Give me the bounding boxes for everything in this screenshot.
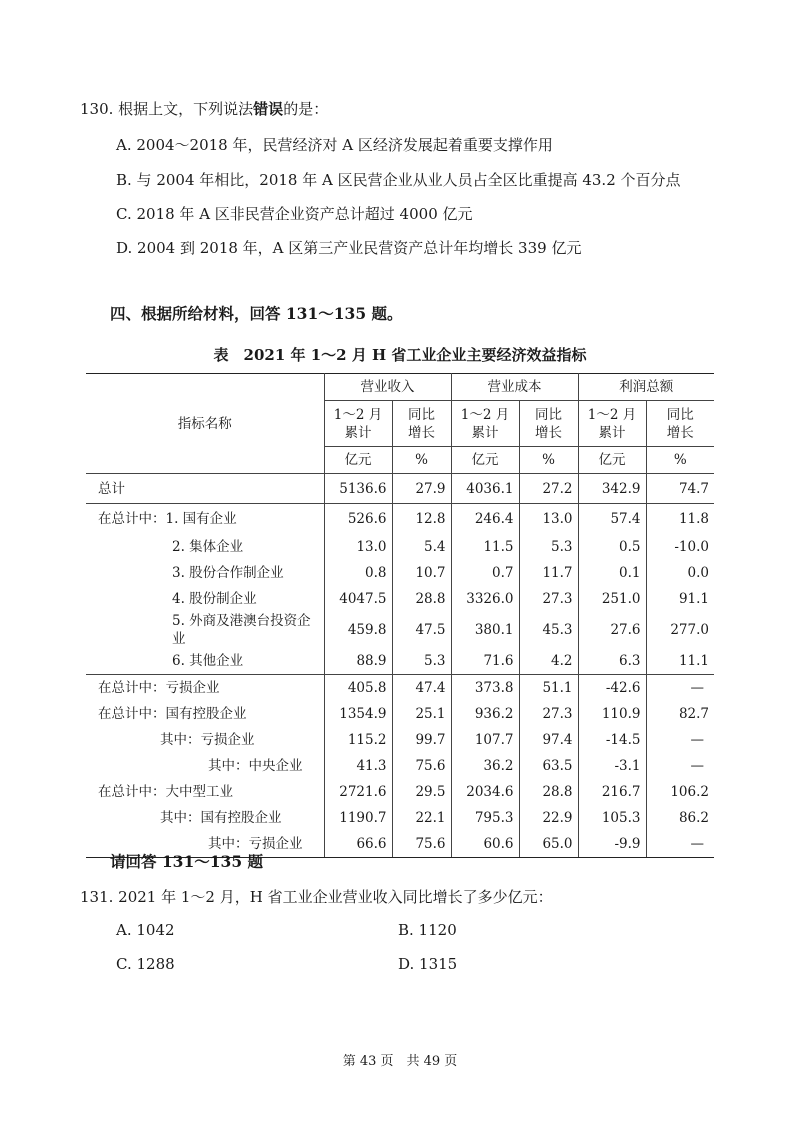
- indicator-table: [86, 373, 714, 858]
- cell-value: 91.1: [678, 590, 709, 607]
- question-131-stem: 131. 2021 年 1～2 月，H 省工业企业营业收入同比增长了多少亿元：: [80, 888, 553, 906]
- cell-value: 110.9: [578, 701, 646, 727]
- cell-value: —: [646, 674, 714, 701]
- section-title: 四、根据所给材料，回答 131～135 题。: [110, 304, 403, 323]
- table-row: [86, 534, 714, 560]
- header-profit: 利润总额: [578, 374, 714, 401]
- header-yoy: 同比 增长: [646, 401, 714, 447]
- cell-value: 0.1: [578, 560, 646, 586]
- stem-prefix: 130. 根据上文，下列说法: [80, 100, 254, 118]
- table-row: [86, 560, 714, 586]
- cell-value: 47.5: [392, 612, 451, 648]
- cell-value: 27.3: [519, 701, 578, 727]
- cell-value: -42.6: [578, 674, 646, 701]
- cell-value: 107.7: [451, 727, 519, 753]
- cell-value: 115.2: [324, 727, 392, 753]
- stem-emphasis: 错误: [253, 100, 284, 118]
- cell-value: 74.7: [678, 480, 709, 497]
- cell-value: 373.8: [451, 674, 519, 701]
- cell-value: 380.1: [451, 612, 519, 648]
- cell-value: 71.6: [451, 648, 519, 675]
- row-label: 其中：亏损企业: [86, 727, 324, 753]
- cell-value: 28.8: [519, 779, 578, 805]
- cell-value: 36.2: [451, 753, 519, 779]
- unit-value: 亿元: [451, 447, 519, 474]
- table-row: [86, 674, 714, 701]
- cell-value: 27.6: [578, 612, 646, 648]
- cell-value: 57.4: [578, 504, 646, 534]
- question-131-option-b: B. 1120: [398, 921, 457, 939]
- table-row: [86, 779, 714, 805]
- cell-value: 0.0: [687, 564, 709, 581]
- cell-value: -9.9: [578, 831, 646, 858]
- cell-value: 6.3: [578, 648, 646, 675]
- cell-value: 11.1: [678, 652, 709, 669]
- row-label: 6. 其他企业: [86, 648, 324, 675]
- cell-value: -10.0: [674, 538, 709, 555]
- cell-value: 60.6: [451, 831, 519, 858]
- cell-value: 5.4: [392, 534, 451, 560]
- cell-value: 65.0: [519, 831, 578, 858]
- cell-value: 75.6: [392, 831, 451, 858]
- question-130-option-d: D. 2004 到 2018 年，A 区第三产业民营资产总计年均增长 339 亿元: [116, 239, 582, 257]
- cell-value: 0.5: [578, 534, 646, 560]
- cell-value: 0.7: [451, 560, 519, 586]
- cell-value: -3.1: [578, 753, 646, 779]
- cell-value: 22.9: [519, 805, 578, 831]
- table-row: [86, 701, 714, 727]
- cell-value: 41.3: [324, 753, 392, 779]
- cell-value: 97.4: [519, 727, 578, 753]
- question-130-stem: [80, 98, 328, 119]
- unit-value: 亿元: [578, 447, 646, 474]
- table-row: [86, 586, 714, 612]
- cell-value: 0.8: [324, 560, 392, 586]
- cell-value: 246.4: [451, 504, 519, 534]
- answer-prompt: 请回答 131～135 题: [110, 852, 264, 871]
- cell-value: 11.5: [451, 534, 519, 560]
- cell-value: 13.0: [324, 534, 392, 560]
- cell-value: 106.2: [670, 783, 709, 800]
- cell-value: 216.7: [578, 779, 646, 805]
- cell-value: 29.5: [392, 779, 451, 805]
- cell-value: 1190.7: [324, 805, 392, 831]
- cell-value: 2034.6: [451, 779, 519, 805]
- cell-value: 405.8: [324, 674, 392, 701]
- cell-value: 3326.0: [451, 586, 519, 612]
- header-yoy: 同比 增长: [519, 401, 578, 447]
- cell-value: 526.6: [324, 504, 392, 534]
- cell-value: 51.1: [519, 674, 578, 701]
- cell-value: 342.9: [578, 474, 646, 504]
- cell-value: —: [690, 757, 704, 774]
- cell-value: -14.5: [578, 727, 646, 753]
- cell-value: 13.0: [519, 504, 578, 534]
- cell-value: 88.9: [324, 648, 392, 675]
- question-131-option-a: A. 1042: [116, 921, 175, 939]
- cell-value: 936.2: [451, 701, 519, 727]
- table-title: 表 2021 年 1～2 月 H 省工业企业主要经济效益指标: [213, 346, 587, 364]
- cell-value: 459.8: [324, 612, 392, 648]
- row-label: 5. 外商及港澳台投资企业: [86, 612, 324, 648]
- cell-value: —: [690, 731, 704, 748]
- row-label: 在总计中：大中型工业: [86, 779, 324, 805]
- header-revenue: 营业收入: [324, 374, 451, 401]
- cell-value: 75.6: [392, 753, 451, 779]
- cell-value: 27.2: [519, 474, 578, 504]
- question-131-option-c: C. 1288: [116, 955, 175, 973]
- table-row: [86, 805, 714, 831]
- table-body: [86, 474, 714, 858]
- cell-value: 27.9: [392, 474, 451, 504]
- cell-value: 10.7: [392, 560, 451, 586]
- header-cum: 1～2 月 累计: [578, 401, 646, 447]
- row-label: 其中：中央企业: [86, 753, 324, 779]
- cell-value: 12.8: [392, 504, 451, 534]
- cell-value: 86.2: [678, 809, 709, 826]
- header-yoy: 同比 增长: [392, 401, 451, 447]
- cell-value: 4036.1: [451, 474, 519, 504]
- row-label: 其中：亏损企业: [86, 831, 324, 858]
- cell-value: 11.8: [646, 504, 714, 534]
- question-130-option-b: B. 与 2004 年相比，2018 年 A 区民营企业从业人员占全区比重提高 43.2 个百分点: [116, 171, 681, 189]
- cell-value: 4047.5: [324, 586, 392, 612]
- page-footer: 第 43 页 共 49 页: [342, 1054, 458, 1069]
- table-row: [86, 727, 714, 753]
- cell-value: 82.7: [678, 705, 709, 722]
- cell-value: 11.7: [519, 560, 578, 586]
- row-label: 其中：国有控股企业: [86, 805, 324, 831]
- cell-value: 5.3: [392, 648, 451, 675]
- table-row: [86, 504, 714, 534]
- cell-value: 99.7: [392, 727, 451, 753]
- header-indicator-name: 指标名称: [86, 374, 324, 474]
- cell-value: 251.0: [578, 586, 646, 612]
- table-row: [86, 753, 714, 779]
- unit-pct: %: [392, 447, 451, 474]
- row-label: 4. 股份制企业: [86, 586, 324, 612]
- cell-value: 2721.6: [324, 779, 392, 805]
- cell-value: 1354.9: [324, 701, 392, 727]
- header-cost: 营业成本: [451, 374, 578, 401]
- row-label: 在总计中：1. 国有企业: [86, 504, 324, 534]
- question-131-option-d: D. 1315: [398, 955, 458, 973]
- stem-suffix: 的是：: [283, 100, 329, 118]
- header-cum: 1～2 月 累计: [451, 401, 519, 447]
- row-label: 3. 股份合作制企业: [86, 560, 324, 586]
- table-row: [86, 474, 714, 504]
- cell-value: 5136.6: [324, 474, 392, 504]
- cell-value: 27.3: [519, 586, 578, 612]
- row-label: 在总计中：国有控股企业: [86, 701, 324, 727]
- unit-pct: %: [646, 447, 714, 474]
- cell-value: 25.1: [392, 701, 451, 727]
- cell-value: 4.2: [519, 648, 578, 675]
- question-130-option-a: A. 2004～2018 年，民营经济对 A 区经济发展起着重要支撑作用: [116, 136, 553, 154]
- cell-value: 5.3: [519, 534, 578, 560]
- cell-value: 795.3: [451, 805, 519, 831]
- table-row: [86, 612, 714, 648]
- cell-value: 22.1: [392, 805, 451, 831]
- header-cum: 1～2 月 累计: [324, 401, 392, 447]
- header-row-groups: [86, 374, 714, 401]
- unit-pct: %: [519, 447, 578, 474]
- cell-value: 28.8: [392, 586, 451, 612]
- row-label: 总计: [86, 474, 324, 504]
- row-label: 2. 集体企业: [86, 534, 324, 560]
- unit-value: 亿元: [324, 447, 392, 474]
- cell-value: 45.3: [519, 612, 578, 648]
- cell-value: 105.3: [578, 805, 646, 831]
- cell-value: 63.5: [519, 753, 578, 779]
- question-130-option-c: C. 2018 年 A 区非民营企业资产总计超过 4000 亿元: [116, 205, 473, 223]
- cell-value: 47.4: [392, 674, 451, 701]
- table-row: [86, 648, 714, 675]
- cell-value: —: [646, 831, 714, 858]
- cell-value: 66.6: [324, 831, 392, 858]
- row-label: 在总计中：亏损企业: [86, 674, 324, 701]
- cell-value: 277.0: [670, 621, 709, 638]
